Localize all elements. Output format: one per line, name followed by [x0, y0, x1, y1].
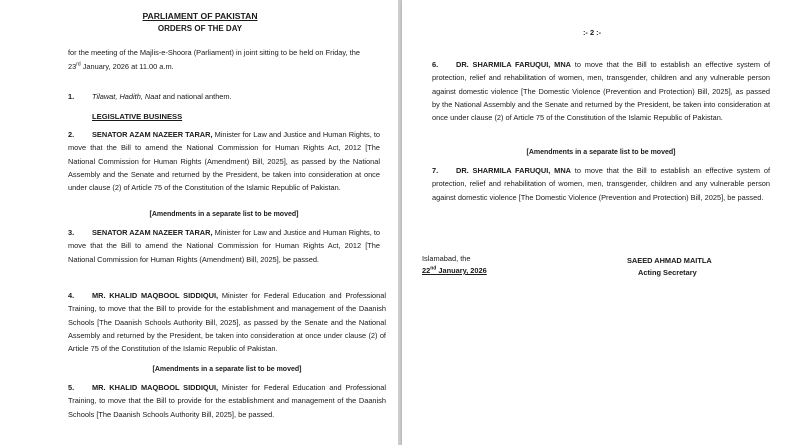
- amendments-note: [Amendments in a separate list to be moved]: [526, 149, 676, 156]
- amendments-note: [Amendments in a separate list to be moved]: [149, 211, 299, 218]
- signing-date-suffix: nd: [430, 265, 437, 272]
- agenda-item-7: [432, 164, 770, 204]
- agenda-item-5: [68, 381, 386, 421]
- item-text: Minister for Law and Justice and Human Rights, to move that the Bill to amend the National Commission for Human Rights Act, 2012 [The National Commission for Human Rights (Amendment) Bill, 2025], as passed by the National Assembly and the Senate and returned by the President, be taken into consideration at once under clause (2) of Article 75 of the Constitution of the Islamic Republic of Pakistan.: [68, 130, 380, 193]
- signatory-title: Acting Secretary: [638, 268, 697, 277]
- item-text: and national anthem.: [160, 92, 232, 101]
- item-number: 3.: [68, 228, 75, 237]
- item-number: 7.: [432, 166, 439, 175]
- item-text: Minister for Federal Education and Professional Training, to move that the Bill to provide for the establishment and management of the Daanish Schools [The Daanish Schools Authority Bill, 2025], be passed.: [68, 383, 386, 419]
- agenda-item-2: [68, 128, 380, 194]
- amendments-note: [Amendments in a separate list to be moved]: [152, 366, 302, 373]
- item-italic-text: Tilawat, Hadith, Naat: [92, 92, 161, 101]
- item-number: 1.: [68, 92, 75, 101]
- intro-line-1: for the meeting of the Majlis-e-Shoora (Parliament) in joint sitting to be held on Friday, the: [68, 48, 360, 57]
- signing-date-day: 22: [422, 266, 431, 275]
- meeting-date-rest: January, 2026 at 11.00 a.m.: [80, 62, 174, 71]
- signing-date: [422, 264, 562, 277]
- item-number: 6.: [432, 60, 439, 69]
- item-number: 5.: [68, 383, 75, 392]
- item-number: 2.: [68, 130, 75, 139]
- section-heading: LEGISLATIVE BUSINESS: [92, 112, 183, 121]
- signing-place: Islamabad, the: [422, 254, 471, 263]
- mover-name: MR. KHALID MAQBOOL SIDDIQUI,: [92, 291, 219, 300]
- meeting-date-day: 23: [68, 62, 77, 71]
- intro-line-2: [68, 60, 378, 73]
- item-number: 4.: [68, 291, 75, 300]
- document-subtitle: ORDERS OF THE DAY: [157, 24, 243, 33]
- document-page-1: [0, 0, 398, 445]
- agenda-item-1: [68, 90, 378, 103]
- agenda-item-4: [68, 289, 386, 355]
- meeting-date-suffix: rd: [76, 61, 81, 68]
- agenda-item-3: [68, 226, 380, 266]
- page-number: :- 2 :-: [582, 28, 602, 37]
- mover-name: MR. KHALID MAQBOOL SIDDIQUI,: [92, 383, 219, 392]
- signatory-name: SAEED AHMAD MAITLA: [627, 256, 712, 265]
- item-text: to move that the Bill to establish an effective system of protection, relief and rehabilitation of women, men, transgender, children and any vulnerable person against domestic violence [The Domestic Violence (Prevention and Protection) Bill, 2025], be passed.: [432, 166, 770, 202]
- item-text: Minister for Federal Education and Professional Training, to move that the Bill to provide for the establishment and management of the Daanish Schools [The Daanish Schools Authority Bill, 2025], as passed by the Senate and the National Assembly and returned by the President, be taken into consideration at once under clause (2) of Article 75 of the Constitution of the Islamic Republic of Pakistan.: [68, 291, 386, 354]
- item-text: to move that the Bill to establish an effective system of protection, relief and rehabilitation of women, men, transgender, children and any vulnerable person against domestic violence [The Domestic Violence (Prevention and Protection) Bill, 2025], as passed by the National Assembly and the Senate and returned by the President, be taken into consideration at once under clause (2) of Article 75 of the Constitution of the Islamic Republic of Pakistan.: [432, 60, 770, 123]
- mover-name: SENATOR AZAM NAZEER TARAR,: [92, 228, 213, 237]
- mover-name: DR. SHARMILA FARUQUI, MNA: [456, 60, 571, 69]
- item-text: Minister for Law and Justice and Human Rights, to move that the Bill to amend the National Commission for Human Rights Act, 2012 [The National Commission for Human Rights (Amendment) Bill, 2025], be passed.: [68, 228, 380, 264]
- agenda-item-6: [432, 58, 770, 124]
- document-title: PARLIAMENT OF PAKISTAN: [142, 11, 258, 21]
- document-page-2: [402, 0, 800, 445]
- mover-name: DR. SHARMILA FARUQUI, MNA: [456, 166, 571, 175]
- mover-name: SENATOR AZAM NAZEER TARAR,: [92, 130, 213, 139]
- signing-date-rest: January, 2026: [436, 266, 487, 275]
